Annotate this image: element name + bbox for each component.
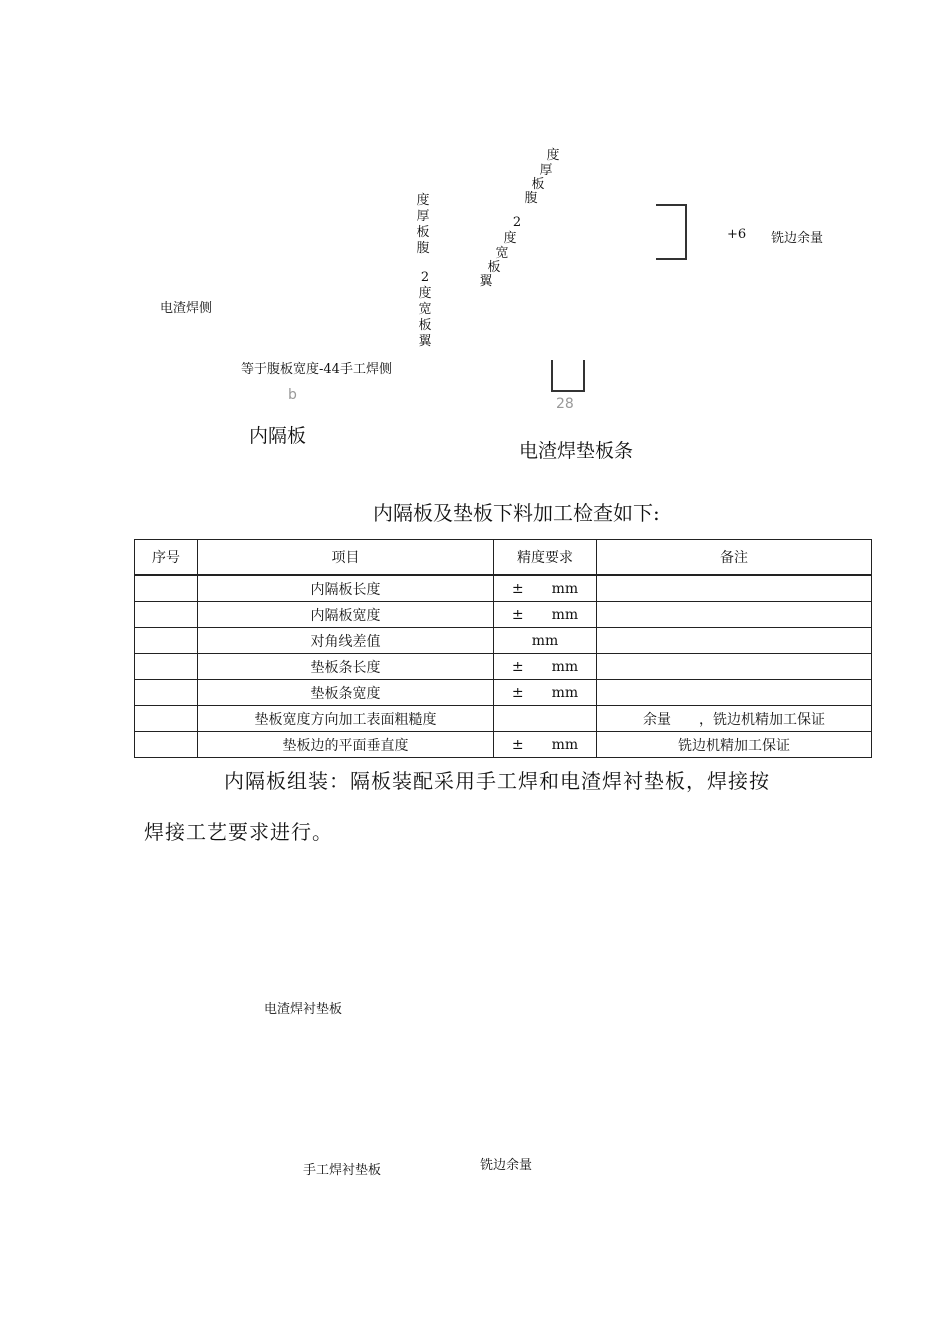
width-formula-label: 等于腹板宽度-44手工焊侧: [241, 362, 392, 377]
cell-item: 内隔板宽度: [198, 602, 494, 628]
cell-item: 内隔板长度: [198, 575, 494, 602]
flange-width-label-right-3: 宽: [495, 246, 509, 261]
electroslag-backing-label: 电渣焊衬垫板: [264, 1002, 343, 1017]
inner-plate-caption: 内隔板: [249, 425, 307, 447]
cell-tolerance: [494, 706, 597, 732]
table-row: [135, 706, 872, 732]
table-row: [135, 575, 872, 602]
bracket-bottom-line: [656, 258, 686, 260]
cell-tolerance: ± mm: [494, 602, 597, 628]
web-thickness-label-right-4: 腹: [524, 191, 538, 206]
table-row: [135, 602, 872, 628]
table-row: [135, 628, 872, 654]
table-row: [135, 732, 872, 758]
bottom-milling-allowance-label: 铣边余量: [480, 1158, 533, 1173]
header-item: 项目: [198, 540, 494, 576]
assembly-paragraph-line-1: 内隔板组装：隔板装配采用手工焊和电渣焊衬垫板，焊接按: [224, 769, 770, 793]
strip-right-line: [583, 360, 585, 392]
cell-no: [135, 732, 198, 758]
flange-width-label-right-4: 板: [487, 260, 501, 275]
dimension-28-label: 28: [556, 396, 574, 412]
table-header-row: [135, 540, 872, 576]
cell-tolerance: ± mm: [494, 575, 597, 602]
cell-item: 垫板条宽度: [198, 680, 494, 706]
cell-note: [597, 602, 872, 628]
backing-strip-caption: 电渣焊垫板条: [519, 440, 634, 462]
strip-bottom-line: [551, 390, 585, 392]
cell-no: [135, 680, 198, 706]
cell-no: [135, 628, 198, 654]
assembly-paragraph-line-2: 焊接工艺要求进行。: [144, 820, 333, 844]
web-thickness-label-right: 度: [546, 148, 560, 163]
manual-backing-label: 手工焊衬垫板: [303, 1163, 382, 1178]
cell-item: 垫板条长度: [198, 654, 494, 680]
cell-tolerance: ± mm: [494, 732, 597, 758]
flange-width-label-right-2: 度: [503, 231, 517, 246]
inspection-table: [134, 539, 872, 758]
cell-no: [135, 575, 198, 602]
cell-note: [597, 575, 872, 602]
header-tolerance: 精度要求: [494, 540, 597, 576]
header-note: 备注: [597, 540, 872, 576]
header-no: 序号: [135, 540, 198, 576]
strip-left-line: [551, 360, 553, 392]
plus-six-label: +6: [727, 227, 747, 242]
cell-tolerance: ± mm: [494, 680, 597, 706]
cell-note: [597, 628, 872, 654]
web-thickness-label-left: 度 厚 板 腹: [416, 193, 430, 256]
web-thickness-label-right-3: 板: [531, 177, 545, 192]
table-row: [135, 680, 872, 706]
cell-note: [597, 654, 872, 680]
table-title: 内隔板及垫板下料加工检查如下:: [373, 501, 660, 525]
cell-no: [135, 654, 198, 680]
cell-tolerance: ± mm: [494, 654, 597, 680]
electroslag-side-label: 电渣焊侧: [160, 301, 213, 316]
table-row: [135, 654, 872, 680]
cell-note: 铣边机精加工保证: [597, 732, 872, 758]
web-thickness-label-right-2: 厚: [539, 163, 553, 178]
cell-no: [135, 602, 198, 628]
cell-item: 垫板边的平面垂直度: [198, 732, 494, 758]
milling-allowance-label: 铣边余量: [771, 231, 824, 246]
flange-width-label-right-5: 翼: [479, 274, 493, 289]
cell-item: 对角线差值: [198, 628, 494, 654]
cell-note: 余量 ，铣边机精加工保证: [597, 706, 872, 732]
small-b-mark: b: [288, 387, 297, 403]
flange-width-label-left: 2 度 宽 板 翼: [418, 270, 432, 349]
cell-item: 垫板宽度方向加工表面粗糙度: [198, 706, 494, 732]
bracket-vertical-line: [685, 204, 687, 260]
cell-no: [135, 706, 198, 732]
bracket-top-line: [656, 204, 686, 206]
cell-note: [597, 680, 872, 706]
cell-tolerance: mm: [494, 628, 597, 654]
flange-width-label-right-1: 2: [512, 215, 522, 230]
